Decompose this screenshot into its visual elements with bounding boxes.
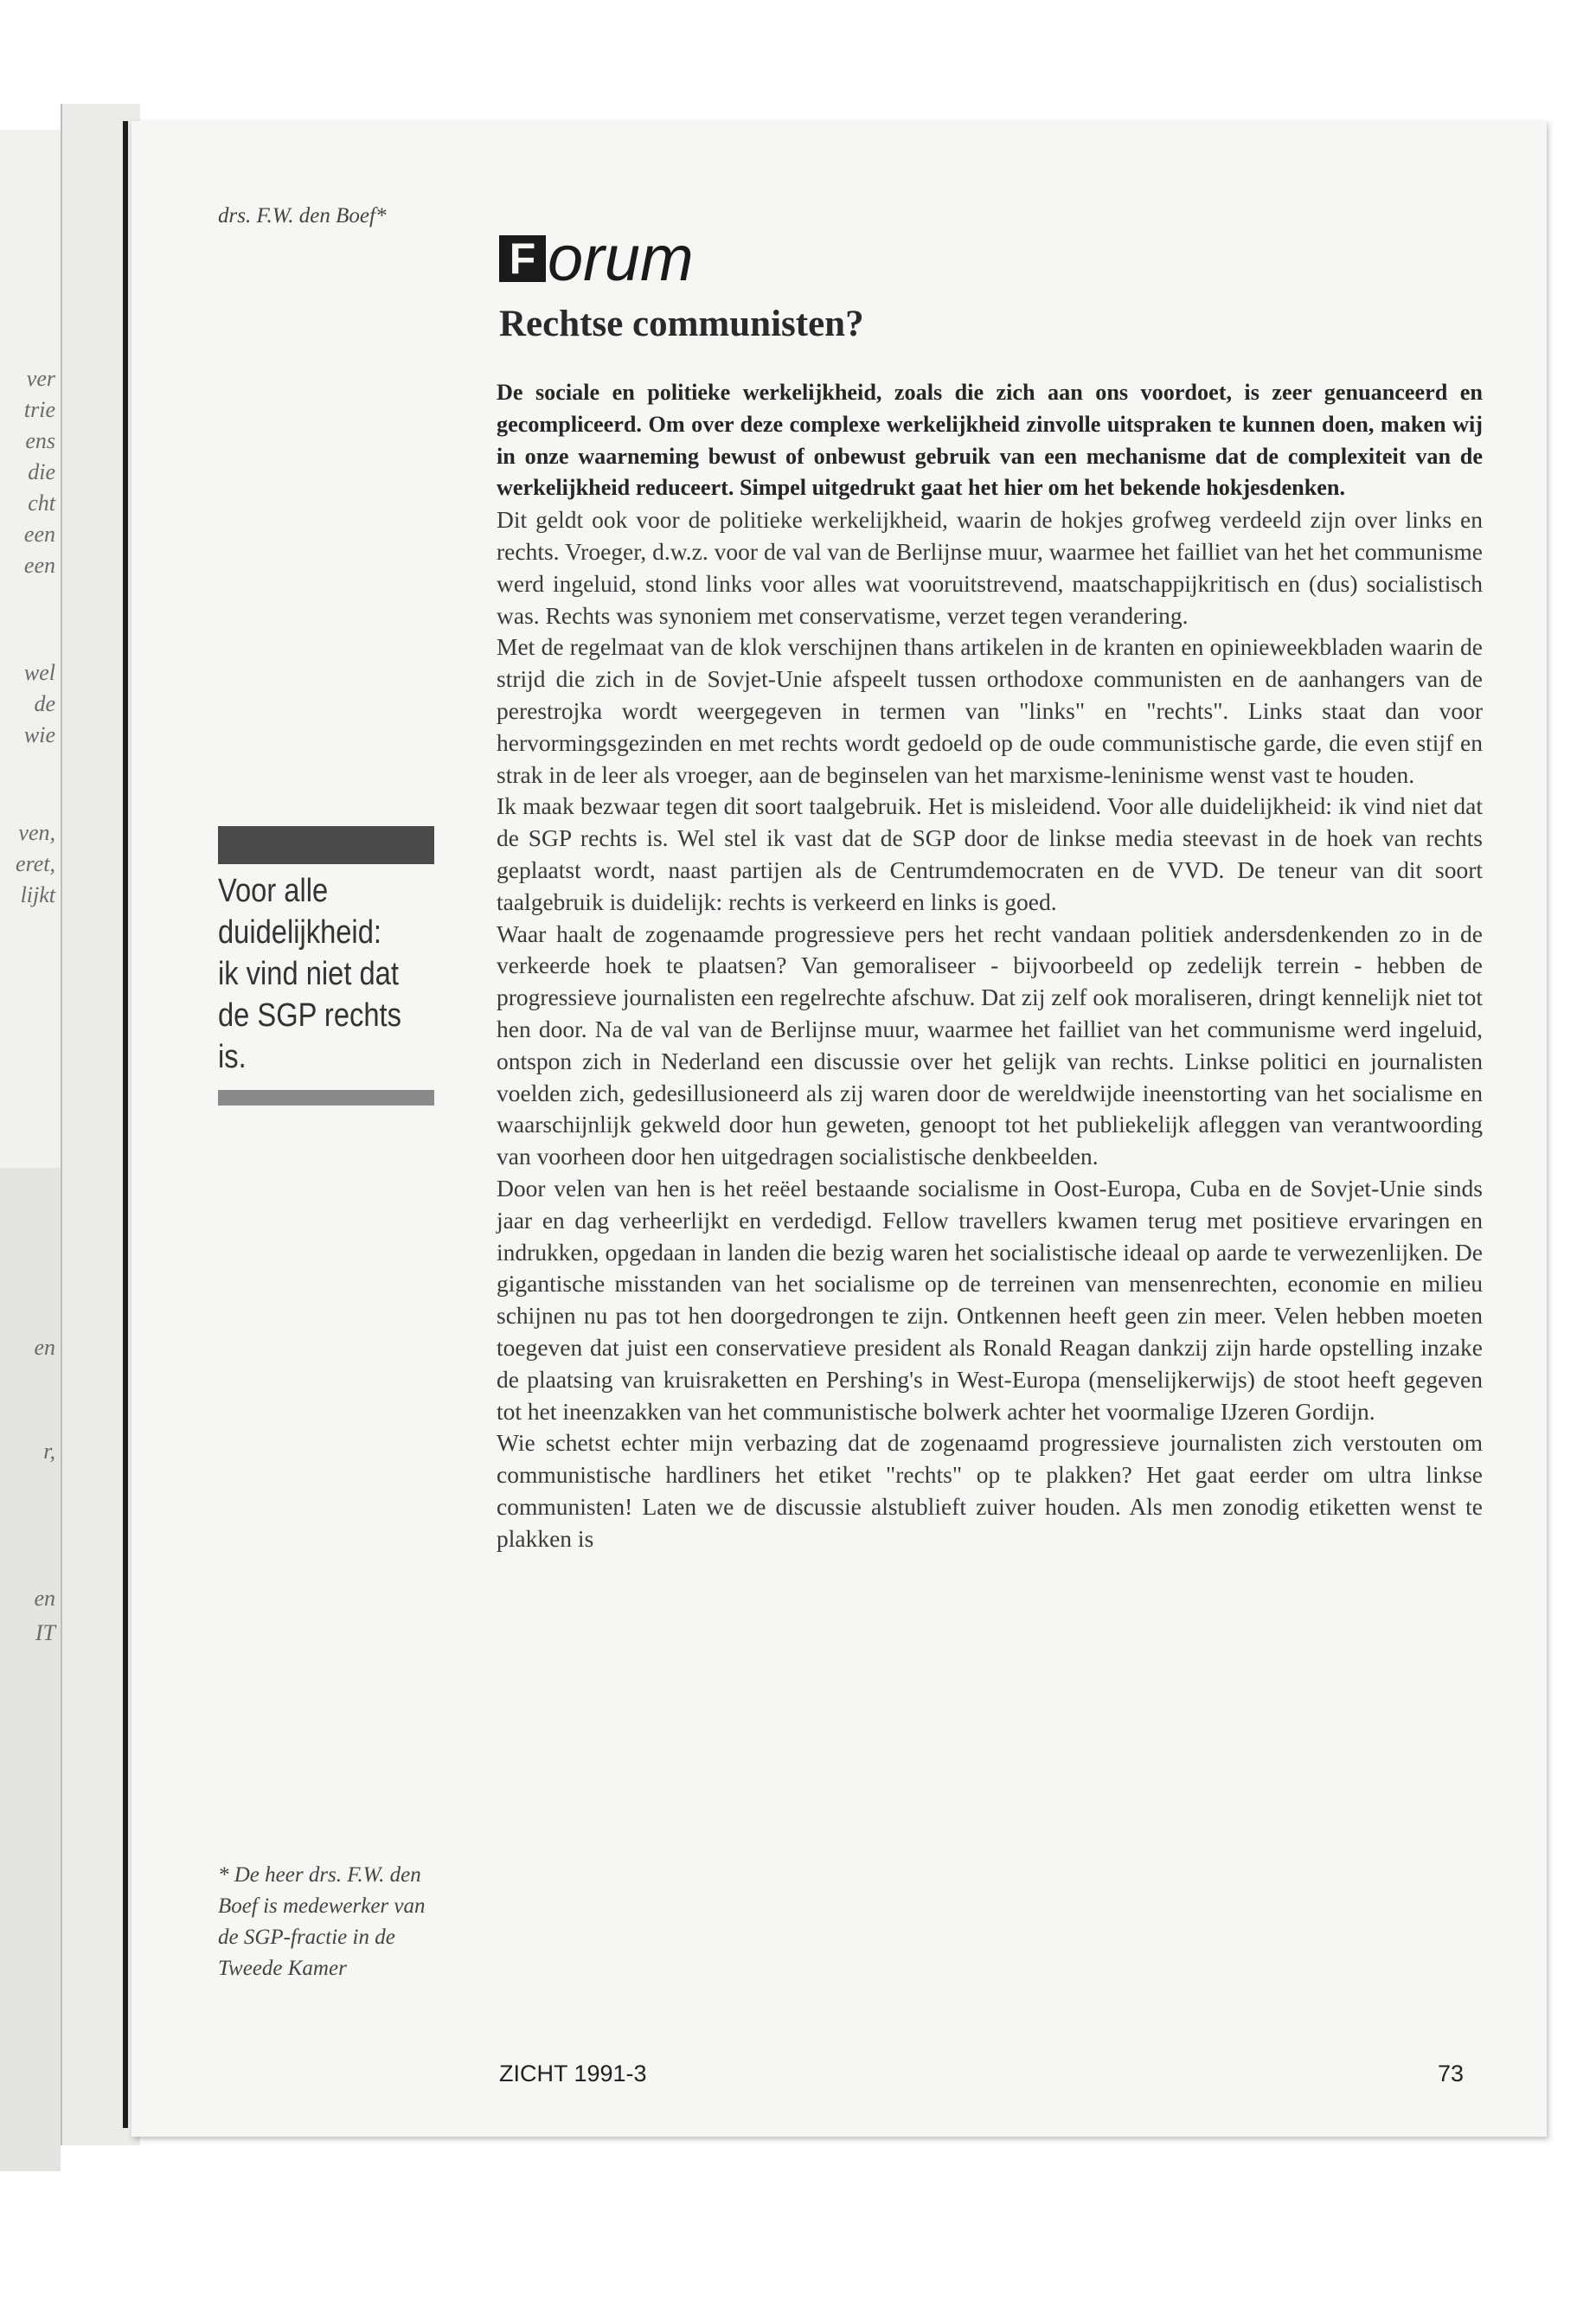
forum-logo-letter: F xyxy=(499,235,546,282)
page-number: 73 xyxy=(1437,2061,1464,2086)
previous-page-fragment: IT xyxy=(35,1620,55,1645)
previous-page-fragment: r, xyxy=(43,1439,55,1464)
pull-quote: Voor alle duidelijkheid: ik vind niet dat de SGP rechts is. xyxy=(218,873,401,1075)
article-page xyxy=(131,121,1547,2137)
previous-page-fragment: wie xyxy=(23,722,55,747)
article-paragraph: Waar haalt de zogenaamde progressieve pers het recht vandaan politiek andersdenkenden zo in de verkeerde hoek te plaatsen? Van gemoraliseer - bijvoorbeeld op zedelijk terrein - hebben de progressieve journalisten een regelrechte afschuw. Dat zij zelf ook moraliseren, dringt kennelijk niet tot hen door. Na de val van de Berlijnse muur, waarmee het failliet van het communisme werd ingeluid, ontspon zich in Nederland een discussie over het gelijk van rechts. Linkse politici en journalisten voelden zich, gedesillusioneerd als zij waren door de wereldwijde ineenstorting van het socialisme en waarschijnlijk gekweld door hun geweten, genoopt tot het publiekelijk afleggen van verantwoording van voorheen door hen uitgedragen socialistische denkbeelden. xyxy=(497,920,1483,1170)
article-paragraph: Door velen van hen is het reëel bestaande socialisme in Oost-Europa, Cuba en de Sovjet-Unie sinds jaar en dag verheerlijkt en verdedigd. Fellow travellers kwamen terug met positieve ervaringen en indrukken, opgedaan in landen die bezig waren het socialistische ideaal op aarde te verwezenlijken. De gigantische misstanden van het socialisme op de terreinen van mensenrechten, economie en milieu schijnen nu pas tot hen doorgedrongen te zijn. Ontkennen heeft geen zin meer. Velen hebben moeten toegeven dat juist een conservatieve president als Ronald Reagan dankzij zijn harde opstelling inzake de plaatsing van kruisraketten en Pershing's in West-Europa (menselijkerwijs) de stoot heeft gegeven tot het ineenzakken van het communistische bolwerk achter het voormalige IJzeren Gordijn. xyxy=(497,1174,1483,1425)
previous-page-fragment: cht xyxy=(28,490,55,516)
article-paragraph: Dit geldt ook voor de politieke werkelijkheid, waarin de hokjes grofweg verdeeld zijn over links en rechts. Vroeger, d.w.z. voor de val van de Berlijnse muur, waarmee het failliet van het het communisme werd ingeluid, stond links voor alles wat vooruitstrevend, maatschappijkritisch en (dus) socialistisch was. Rechts was synoniem met conservatisme, verzet tegen verandering. xyxy=(497,506,1483,629)
article-title: Rechtse communisten? xyxy=(499,304,864,344)
previous-page-fragment: trie xyxy=(23,397,55,422)
pull-quote-top-bar xyxy=(218,826,434,864)
author-byline: drs. F.W. den Boef* xyxy=(218,204,387,228)
previous-page-fragment: wel xyxy=(23,660,55,685)
article-lead: De sociale en politieke werkelijkheid, zoals die zich aan ons voordoet, is zeer genuanceerd en gecompliceerd. Om over deze complexe werkelijkheid zinvolle uitspraken te kunnen doen, maken wij in onze waarneming bewust of onbewust gebruik van een mechanisme dat de complexiteit van de werkelijkheid reduceert. Simpel uitgedrukt gaat het hier om het bekende hokjesdenken. xyxy=(497,380,1483,501)
publication-footer: ZICHT 1991-3 xyxy=(499,2061,647,2086)
previous-page-fragment: eret, xyxy=(16,851,55,876)
pull-quote-bottom-bar xyxy=(218,1090,434,1106)
forum-logo-word: orum xyxy=(548,222,694,294)
spine-shadow-line xyxy=(123,121,128,2128)
previous-page-fragment: de xyxy=(34,691,55,716)
previous-page-fragment: die xyxy=(28,459,55,484)
article-paragraph: Wie schetst echter mijn verbazing dat de zogenaamd progressieve journalisten zich verstouten om communistische hardliners het etiket "rechts" op te plakken? Het gaat eerder om ultra linkse communisten! Laten we de discussie alstublieft zuiver houden. Als men zonodig etiketten wenst te plakken is xyxy=(497,1429,1483,1552)
previous-page-fragment: een xyxy=(23,522,55,547)
previous-page-shade xyxy=(0,1168,61,2171)
article-paragraph: Ik maak bezwaar tegen dit soort taalgebruik. Het is misleidend. Voor alle duidelijkheid: ik vind niet dat de SGP rechts is. Wel stel ik vast dat de SGP door de linkse media steevast in de hoek van rechts geplaatst wordt, naast partijen als de Centrumdemocraten en de VVD. De teneur van dit soort taalgebruik is duidelijk: rechts is verkeerd en links is goed. xyxy=(497,792,1483,915)
article-paragraph: Met de regelmaat van de klok verschijnen thans artikelen in de kranten en opinieweekbladen waarin de strijd die zich in de Sovjet-Unie afspeelt tussen orthodoxe communisten en de aanhangers van de perestrojka wordt weergegeven in termen van "links" en "rechts". Links staat dan voor hervormingsgezinden en met rechts wordt gedoeld op de oude communistische garde, die even stijf en strak in de leer als vroeger, aan de beginselen van het marxisme-leninisme wenst vast te houden. xyxy=(497,633,1483,788)
previous-page-fragment: en xyxy=(34,1586,55,1611)
previous-page-fragment: ens xyxy=(25,428,55,453)
article-body xyxy=(497,377,1483,1554)
previous-page-fragment: lijkt xyxy=(20,882,55,907)
book-spine xyxy=(61,104,140,2145)
author-footnote: * De heer drs. F.W. den Boef is medewerker van de SGP-fractie in de Tweede Kamer xyxy=(218,1863,426,1980)
previous-page-fragment: en xyxy=(34,1335,55,1360)
previous-page-fragment: ver xyxy=(26,366,55,391)
previous-page-fragment: ven, xyxy=(18,820,55,845)
previous-page-fragment: een xyxy=(23,553,55,578)
